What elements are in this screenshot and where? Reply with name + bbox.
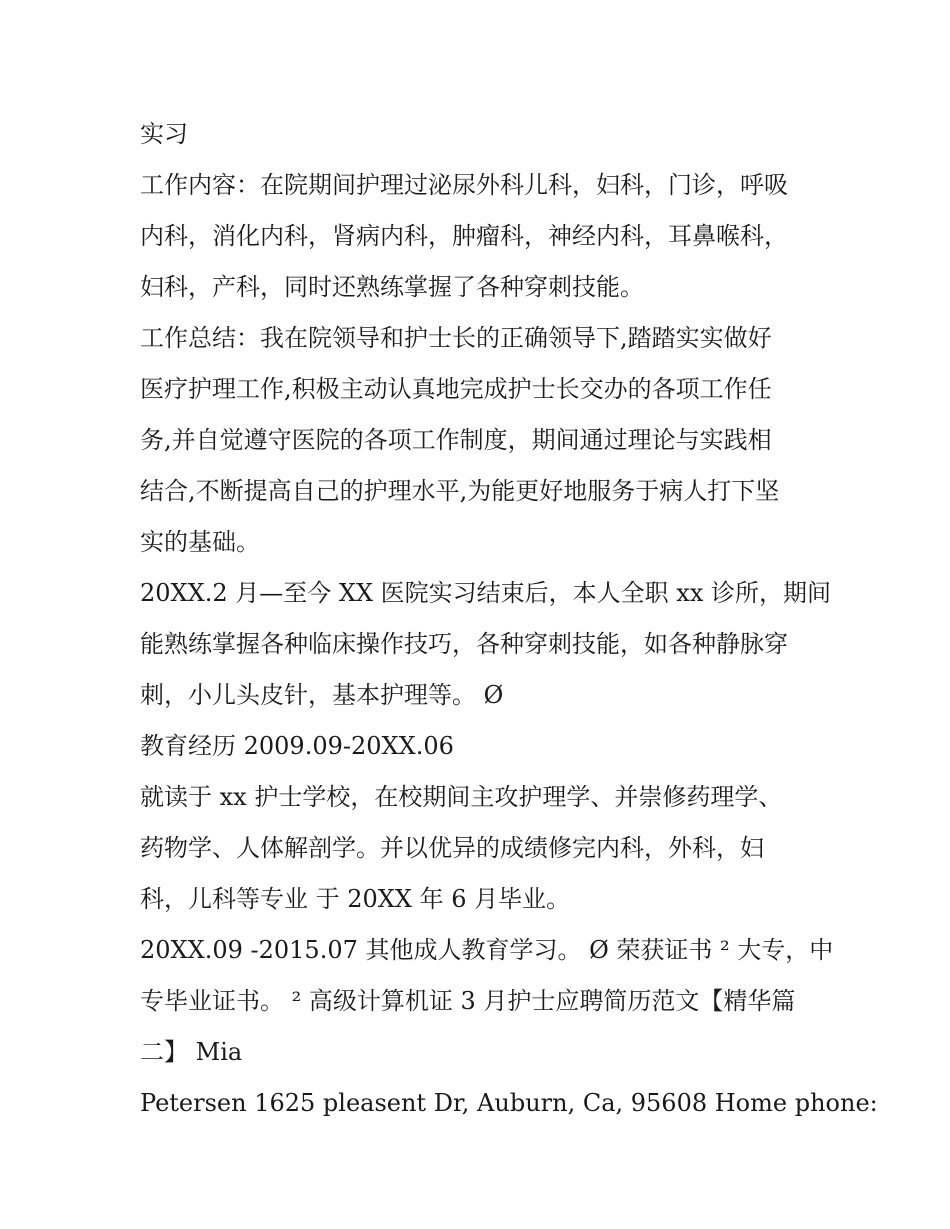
- text-line: Petersen 1625 pleasent Dr, Auburn, Ca, 95608 Home phone:: [140, 1089, 878, 1117]
- text-line: 工作总结：我在院领导和护士长的正确领导下,踏踏实实做好: [140, 324, 772, 352]
- text-line: 刺，小儿头皮针，基本护理等。 Ø: [140, 681, 504, 709]
- text-line: 医疗护理工作,积极主动认真地完成护士长交办的各项工作任: [140, 375, 772, 403]
- text-line: 实的基础。: [140, 528, 260, 556]
- text-line: 妇科，产科，同时还熟练掌握了各种穿刺技能。: [140, 273, 644, 301]
- text-line: 20XX.2 月—至今 XX 医院实习结束后，本人全职 xx 诊所，期间: [140, 579, 831, 607]
- text-line: 结合,不断提高自己的护理水平,为能更好地服务于病人打下坚: [140, 477, 780, 505]
- document-body: [140, 109, 878, 1129]
- text-line: 工作内容：在院期间护理过泌尿外科儿科，妇科，门诊，呼吸: [140, 171, 788, 199]
- text-line: 二】 Mia: [140, 1038, 243, 1066]
- text-line: 科，儿科等专业 于 20XX 年 6 月毕业。: [140, 885, 571, 913]
- text-line: 务,并自觉遵守医院的各项工作制度，期间通过理论与实践相: [140, 426, 772, 454]
- text-line: 药物学、人体解剖学。并以优异的成绩修完内科，外科，妇: [140, 834, 764, 862]
- text-line: 教育经历 2009.09-20XX.06: [140, 732, 454, 760]
- text-line: 内科，消化内科，肾病内科，肿瘤科，神经内科，耳鼻喉科，: [140, 222, 788, 250]
- text-line: 20XX.09 -2015.07 其他成人教育学习。 Ø 荣获证书 ² 大专，中: [140, 936, 834, 964]
- text-line: 能熟练掌握各种临床操作技巧，各种穿刺技能，如各种静脉穿: [140, 630, 788, 658]
- text-line: 专毕业证书。 ² 高级计算机证 3 月护士应聘简历范文【精华篇: [140, 987, 796, 1015]
- text-line: 实习: [140, 120, 188, 148]
- text-line: 就读于 xx 护士学校，在校期间主攻护理学、并崇修药理学、: [140, 783, 783, 811]
